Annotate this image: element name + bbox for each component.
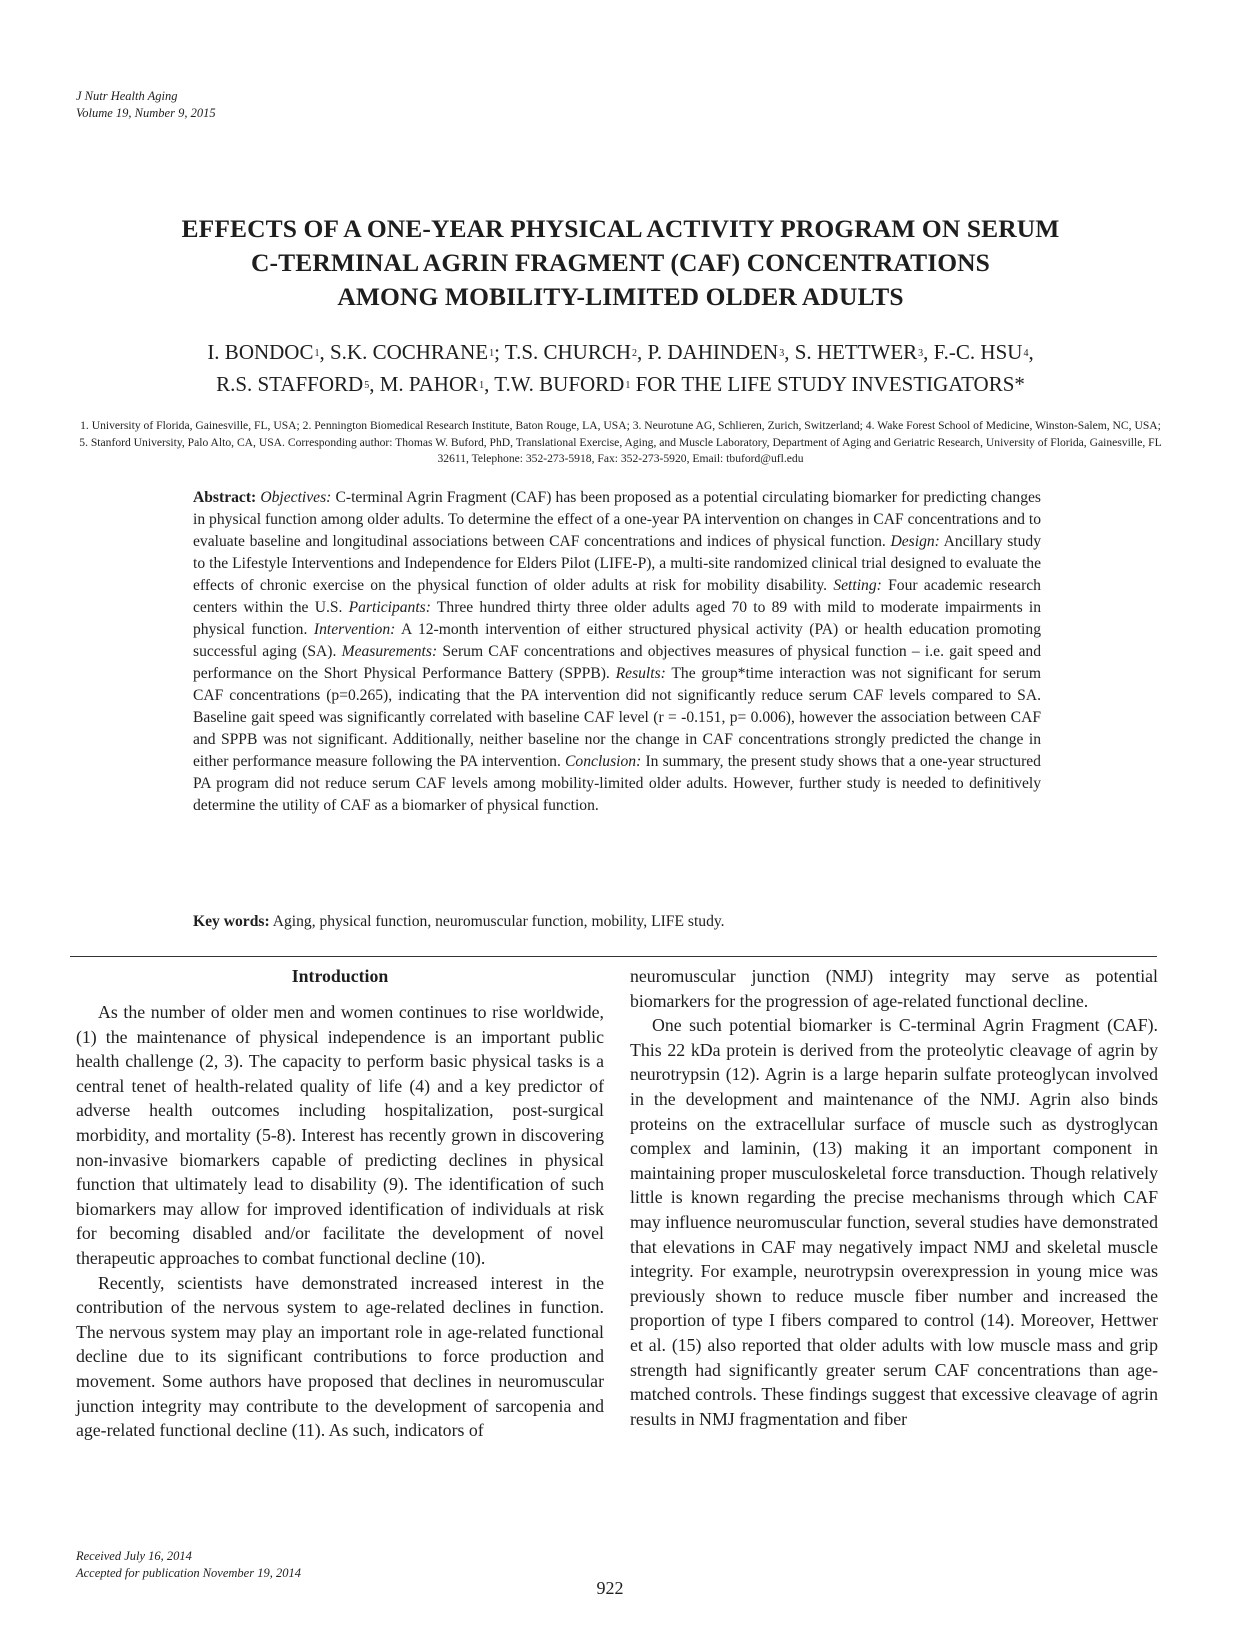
conclusion-label: Conclusion: [565, 753, 642, 770]
author-name: , T.W. BUFORD [484, 372, 625, 396]
received-date: Received July 16, 2014 [76, 1549, 192, 1563]
section-heading-introduction: Introduction [291, 966, 389, 986]
paragraph: neuromuscular junction (NMJ) integrity may serve as potential biomarkers for the progression of age-related functional decline. [630, 966, 1158, 1011]
results-text: The group*time interaction was not significant for serum CAF concentrations (p=0.265), indicating that the PA intervention did not significantly reduce serum CAF levels compared to SA. Baseline gait speed was significantly correlated with baseline CAF level (r = -0.151, p= 0.006), however the association between CAF and SPPB was not significant. Additionally, neither baseline nor the change in CAF concentrations strongly predicted the change in either performance measure following the PA intervention. [193, 665, 1041, 770]
author-affiliation-mark: 1 [625, 380, 631, 391]
keywords-text: Aging, physical function, neuromuscular function, mobility, LIFE study. [269, 913, 725, 930]
journal-volume: Volume 19, Number 9, 2015 [76, 106, 216, 120]
participants-label: Participants: [348, 599, 431, 616]
conclusion-text: In summary, the present study shows that a one-year structured PA program did not reduce serum CAF levels among mobility-limited older adults. However, further study is needed to definitively determine the utility of CAF as a biomarker of physical function. [193, 753, 1041, 814]
author-name: ; T.S. CHURCH [494, 340, 632, 364]
author-affiliation-mark: 3 [918, 348, 924, 359]
author-name: , P. DAHINDEN [637, 340, 779, 364]
keywords-label: Key words: [193, 913, 270, 930]
author-affiliation-mark: 1 [479, 380, 485, 391]
measurements-text: Serum CAF concentrations and objectives measures of physical function – i.e. gait speed and performance on the Short Physical Performance Battery (SPPB). [193, 643, 1041, 682]
title-line-1: EFFECTS OF A ONE-YEAR PHYSICAL ACTIVITY PROGRAM ON SERUM [181, 214, 1060, 243]
author-affiliation-mark: 2 [632, 348, 638, 359]
participants-text: Three hundred thirty three older adults aged 70 to 89 with mild to moderate impairments in physical function. [193, 599, 1042, 638]
paragraph: As the number of older men and women continues to rise worldwide, (1) the maintenance of physical independence is an important public health challenge (2, 3). The capacity to perform basic physical tasks is a central tenet of health-related quality of life (4) and a key predictor of adverse health outcomes including hospitalization, post-surgical morbidity, and mortality (5-8). Interest has recently grown in discovering non-invasive biomarkers capable of predicting declines in physical function that ultimately lead to disability (9). The identification of such biomarkers may allow for improved identification of individuals at risk for becoming disabled and/or facilitate the development of novel therapeutic approaches to combat functional decline (10). [76, 1002, 604, 1268]
author-affiliation-mark: 4 [1023, 348, 1029, 359]
author-name: R.S. STAFFORD [216, 372, 364, 396]
setting-label: Setting: [833, 577, 882, 594]
authors-line-1 [60, 336, 1181, 368]
abstract [193, 487, 1041, 817]
received-dates [76, 1548, 301, 1582]
objectives-text: C-terminal Agrin Fragment (CAF) has been proposed as a potential circulating biomarker for predicting changes in physical function among older adults. To determine the effect of a one-year PA intervention on changes in CAF concentrations and to evaluate baseline and longitudinal associations between CAF concentrations and indices of physical function. [193, 489, 1041, 550]
authors-line-2 [60, 368, 1181, 400]
paragraph: One such potential biomarker is C-terminal Agrin Fragment (CAF). This 22 kDa protein is derived from the proteolytic cleavage of agrin by neurotrypsin (12). Agrin is a large heparin sulfate proteoglycan involved in the development and maintenance of the NMJ. Agrin also binds proteins on the extracellular surface of muscle such as dystroglycan complex and laminin, (13) making it an important component in maintaining proper musculoskeletal force transduction. Though relatively little is known regarding the precise mechanisms through which CAF may influence neuromuscular function, several studies have demonstrated that elevations in CAF may negatively impact NMJ and skeletal muscle integrity. For example, neurotrypsin overexpression in young mice was previously shown to reduce muscle fiber number and increased the proportion of type I fibers compared to control (14). Moreover, Hettwer et al. (15) also reported that older adults with low muscle mass and grip strength had significantly greater serum CAF concentrations than age-matched controls. These findings suggest that excessive cleavage of agrin results in NMJ fragmentation and fiber [630, 1015, 1158, 1429]
author-affiliation-mark: 3 [779, 348, 785, 359]
section-divider [70, 956, 1157, 957]
keywords [193, 911, 1041, 933]
author-name: , M. PAHOR [369, 372, 479, 396]
author-affiliation-mark: 5 [364, 380, 370, 391]
design-label: Design: [890, 533, 940, 550]
measurements-label: Measurements: [341, 643, 438, 660]
journal-name: J Nutr Health Aging [76, 89, 178, 103]
column-right [630, 964, 1158, 1431]
page-number: 922 [596, 1578, 624, 1598]
objectives-label: Objectives: [260, 489, 332, 506]
author-name: I. BONDOC [207, 340, 314, 364]
paragraph: Recently, scientists have demonstrated increased interest in the contribution of the nervous system to age-related declines in function. The nervous system may play an important role in age-related functional decline due to its significant contributions to force production and movement. Some authors have proposed that declines in neuromuscular junction integrity may contribute to the development of sarcopenia and age-related functional decline (11). As such, indicators of [76, 1272, 604, 1441]
author-group: FOR THE LIFE STUDY INVESTIGATORS* [630, 372, 1025, 396]
intervention-label: Intervention: [313, 621, 396, 638]
column-left [76, 964, 604, 1443]
results-label: Results: [615, 665, 666, 682]
abstract-label: Abstract: [193, 489, 257, 506]
setting-text: Four academic research centers within the U.S. [193, 577, 1041, 616]
author-affiliation-mark: 1 [314, 348, 320, 359]
design-text: Ancillary study to the Lifestyle Interventions and Independence for Elders Pilot (LIFE-P), a multi-site randomized clinical trial designed to evaluate the effects of chronic exercise on the physical function of older adults at risk for mobility disability. [193, 533, 1042, 594]
title-line-3: AMONG MOBILITY-LIMITED OLDER ADULTS [337, 282, 904, 311]
author-name: , S.K. COCHRANE [319, 340, 489, 364]
article-title [60, 212, 1181, 314]
author-affiliation-mark: 1 [489, 348, 495, 359]
title-line-2: C-TERMINAL AGRIN FRAGMENT (CAF) CONCENTRATIONS [251, 248, 990, 277]
author-name: , F.-C. HSU [923, 340, 1023, 364]
affiliations: 1. University of Florida, Gainesville, FL, USA; 2. Pennington Biomedical Research Institute, Baton Rouge, LA, USA; 3. Neurotune AG, Schlieren, Zurich, Switzerland; 4. Wake Forest School of Medicine, Winston-Salem, NC, USA; 5. Stanford University, Palo Alto, CA, USA. Corresponding author: Thomas W. Buford, PhD, Translational Exercise, Aging, and Muscle Laboratory, Department of Aging and Geriatric Research, University of Florida, Gainesville, FL 32611, Telephone: 352-273-5918, Fax: 352-273-5920, Email: tbuford@ufl.edu [79, 419, 1162, 465]
intervention-text: A 12-month intervention of either structured physical activity (PA) or health education promoting successful aging (SA). [193, 621, 1041, 660]
accepted-date: Accepted for publication November 19, 2014 [76, 1566, 301, 1580]
author-name: , S. HETTWER [784, 340, 918, 364]
author-list [60, 336, 1181, 400]
journal-header [76, 88, 216, 122]
author-separator: , [1028, 340, 1034, 364]
